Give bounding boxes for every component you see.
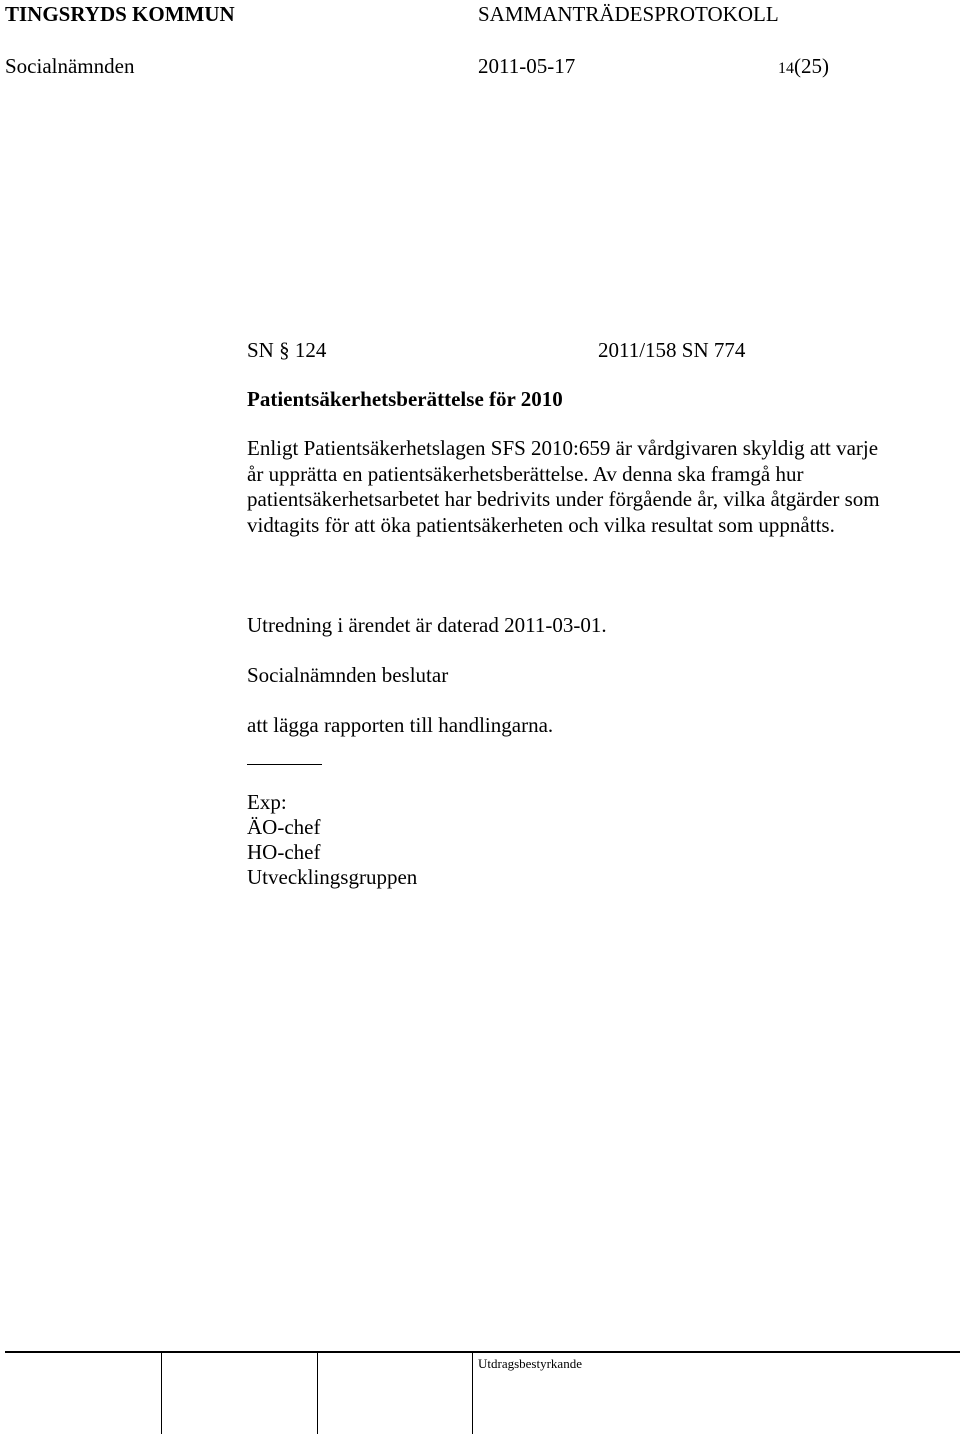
- recipient-item: ÄO-chef: [247, 815, 321, 839]
- case-description: Enligt Patientsäkerhetslagen SFS 2010:659 är vårdgivaren skyldig att varje år upprätta en patientsäkerhetsberättelse. Av denna ska framgå hur patientsäkerhetsarbetet har bedrivits under förgående år, vilka åtgärder som vidtagits för att öka patientsäkerheten och vilka resultat som uppnåtts.: [247, 436, 880, 537]
- recipient-item: HO-chef: [247, 840, 321, 864]
- footer-divider: [317, 1353, 318, 1434]
- footer-divider: [472, 1353, 473, 1434]
- footer-top-rule: [5, 1351, 960, 1353]
- committee-name: Socialnämnden: [5, 54, 135, 78]
- document-type: SAMMANTRÄDESPROTOKOLL: [478, 2, 779, 26]
- decision-heading: Socialnämnden beslutar: [247, 663, 449, 687]
- expedition-label: Exp:: [247, 790, 287, 814]
- decision-text: att lägga rapporten till handlingarna.: [247, 713, 554, 737]
- section-number: SN § 124: [247, 338, 327, 362]
- footer-divider: [161, 1353, 162, 1434]
- meeting-date: 2011-05-17: [478, 54, 576, 78]
- page-current: 14: [778, 60, 794, 77]
- certifier-label: Utdragsbestyrkande: [478, 1356, 582, 1371]
- short-divider: [247, 764, 322, 765]
- case-title: Patientsäkerhetsberättelse för 2010: [247, 387, 563, 411]
- org-name: TINGSRYDS KOMMUN: [5, 2, 235, 26]
- page-number: [778, 54, 829, 81]
- page-total: (25): [794, 54, 829, 78]
- investigation-note: Utredning i ärendet är daterad 2011-03-01.: [247, 613, 607, 637]
- diary-number: 2011/158 SN 774: [598, 338, 746, 362]
- recipient-item: Utvecklingsgruppen: [247, 865, 418, 889]
